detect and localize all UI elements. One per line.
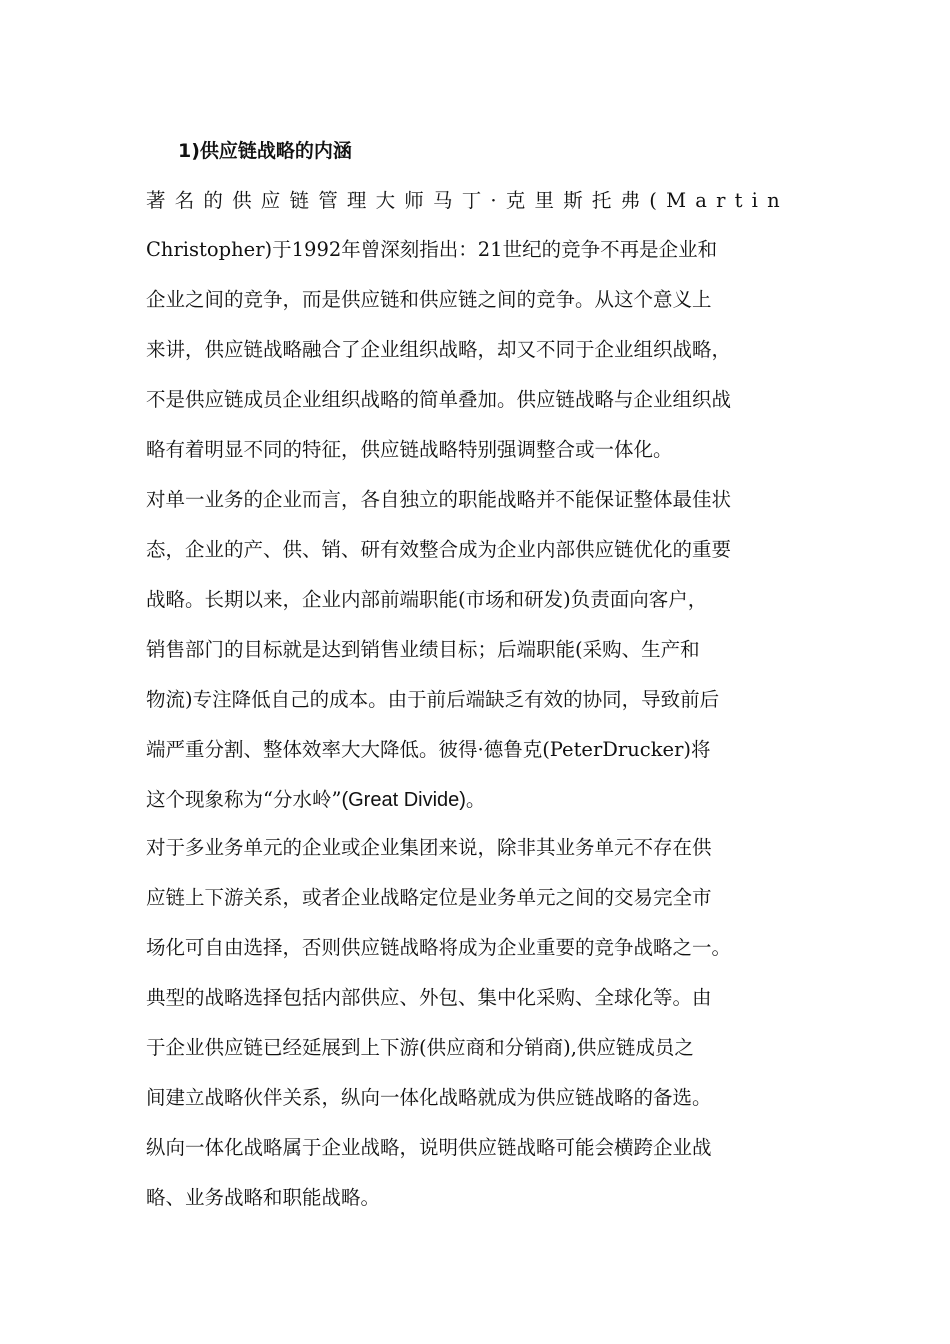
paragraph-2-line-7-text: 这个现象称为“分水岭” [146, 788, 342, 811]
paragraph-2-line-5: 物流)专注降低自己的成本。由于前后端缺乏有效的协同，导致前后 [146, 688, 720, 711]
paragraph-1-line-2: Christopher)于1992年曾深刻指出：21世纪的竞争不再是企业和 [146, 238, 718, 261]
paragraph-1-line-3: 企业之间的竞争，而是供应链和供应链之间的竞争。从这个意义上 [146, 288, 712, 311]
paragraph-3-line-7: 纵向一体化战略属于企业战略，说明供应链战略可能会横跨企业战 [146, 1136, 712, 1159]
paragraph-3-line-5: 于企业供应链已经延展到上下游(供应商和分销商),供应链成员之 [146, 1036, 694, 1059]
paragraph-1-line-4: 来讲，供应链战略融合了企业组织战略，却又不同于企业组织战略， [146, 338, 732, 361]
paragraph-3-line-8: 略、业务战略和职能战略。 [146, 1186, 381, 1209]
paragraph-1-line-6: 略有着明显不同的特征，供应链战略特别强调整合或一体化。 [146, 438, 673, 461]
paragraph-3-line-1: 对于多业务单元的企业或企业集团来说，除非其业务单元不存在供 [146, 836, 712, 859]
paragraph-1-line-1: 著名的供应链管理大师马丁·克里斯托弗(Martin [146, 189, 789, 212]
paragraph-3-line-6: 间建立战略伙伴关系，纵向一体化战略就成为供应链战略的备选。 [146, 1086, 712, 1109]
paragraph-2-line-7 [146, 785, 486, 815]
paragraph-1-line-5: 不是供应链成员企业组织战略的简单叠加。供应链战略与企业组织战 [146, 388, 732, 411]
paragraph-2-line-1: 对单一业务的企业而言，各自独立的职能战略并不能保证整体最佳状 [146, 488, 732, 511]
great-divide-term: (Great Divide)。 [341, 789, 486, 811]
paragraph-3-line-3: 场化可自由选择，否则供应链战略将成为企业重要的竞争战略之一。 [146, 936, 732, 959]
paragraph-2-line-3: 战略。长期以来，企业内部前端职能(市场和研发)负责面向客户， [146, 588, 708, 611]
paragraph-3-line-4: 典型的战略选择包括内部供应、外包、集中化采购、全球化等。由 [146, 986, 712, 1009]
paragraph-2-line-2: 态，企业的产、供、销、研有效整合成为企业内部供应链优化的重要 [146, 538, 732, 561]
paragraph-2-line-4: 销售部门的目标就是达到销售业绩目标；后端职能(采购、生产和 [146, 638, 700, 661]
paragraph-2-line-6: 端严重分割、整体效率大大降低。彼得·德鲁克(PeterDrucker)将 [146, 738, 711, 761]
section-heading: 1)供应链战略的内涵 [178, 140, 352, 162]
paragraph-3-line-2: 应链上下游关系，或者企业战略定位是业务单元之间的交易完全市 [146, 886, 712, 909]
